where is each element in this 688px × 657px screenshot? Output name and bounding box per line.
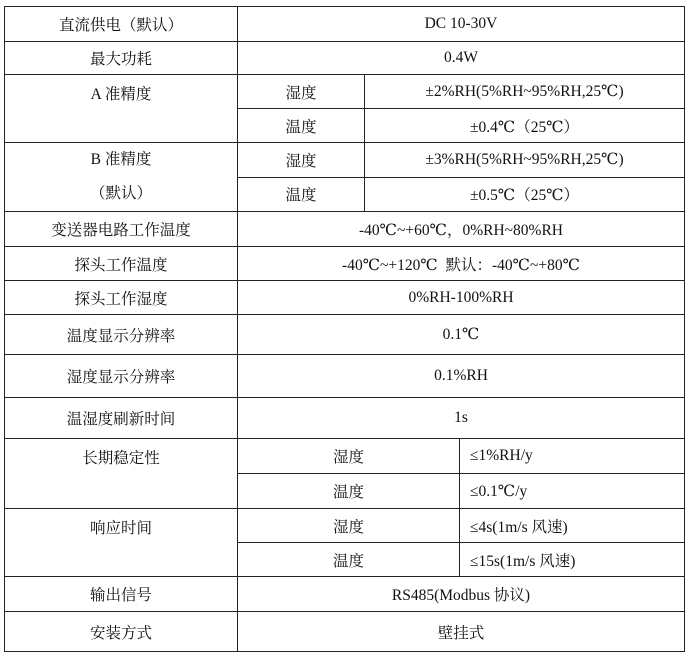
- table-row: [5, 281, 685, 315]
- humidity-resolution-label: 湿度显示分辨率: [5, 355, 238, 398]
- refresh-value: 1s: [238, 398, 685, 439]
- stability-temp-value: ≤0.1℃/y: [460, 474, 685, 509]
- stability-label: 长期稳定性: [5, 439, 238, 509]
- circuit-temp-label: 变送器电路工作温度: [5, 212, 238, 247]
- probe-humidity-label: 探头工作湿度: [5, 281, 238, 315]
- stability-humidity-value: ≤1%RH/y: [460, 439, 685, 474]
- table-row: [5, 612, 685, 652]
- table-row: [5, 439, 685, 474]
- table-row: [5, 75, 685, 109]
- consumption-label: 最大功耗: [5, 42, 238, 75]
- response-temp-value: ≤15s(1m/s 风速): [460, 543, 685, 577]
- spec-table: [4, 6, 685, 652]
- accuracy-b-label-line1: B 准精度: [90, 151, 152, 168]
- humidity-resolution-value: 0.1%RH: [238, 355, 685, 398]
- table-row: [5, 509, 685, 543]
- stability-humidity-label: 湿度: [238, 439, 460, 474]
- accuracy-b-humidity-value: ±3%RH(5%RH~95%RH,25℃): [365, 143, 685, 178]
- accuracy-b-label: [5, 143, 238, 212]
- circuit-temp-value: -40℃~+60℃，0%RH~80%RH: [238, 212, 685, 247]
- power-value: DC 10-30V: [238, 7, 685, 42]
- accuracy-b-temp-label: 温度: [238, 177, 365, 212]
- accuracy-b-temp-value: ±0.5℃（25℃）: [365, 177, 685, 212]
- response-label: 响应时间: [5, 509, 238, 577]
- table-row: [5, 398, 685, 439]
- accuracy-a-humidity-value: ±2%RH(5%RH~95%RH,25℃): [365, 75, 685, 109]
- table-row: [5, 42, 685, 75]
- response-humidity-label: 湿度: [238, 509, 460, 543]
- temp-resolution-value: 0.1℃: [238, 315, 685, 355]
- install-label: 安装方式: [5, 612, 238, 652]
- table-row: [5, 577, 685, 612]
- accuracy-a-label: A 准精度: [5, 75, 238, 143]
- output-value: RS485(Modbus 协议): [238, 577, 685, 612]
- table-row: [5, 143, 685, 178]
- accuracy-b-humidity-label: 湿度: [238, 143, 365, 178]
- probe-temp-label: 探头工作温度: [5, 247, 238, 281]
- accuracy-b-label-line2: （默认）: [89, 185, 152, 202]
- output-label: 输出信号: [5, 577, 238, 612]
- accuracy-a-temp-value: ±0.4℃（25℃）: [365, 109, 685, 143]
- stability-temp-label: 温度: [238, 474, 460, 509]
- accuracy-a-humidity-label: 湿度: [238, 75, 365, 109]
- table-row: [5, 7, 685, 42]
- probe-humidity-value: 0%RH-100%RH: [238, 281, 685, 315]
- install-value: 壁挂式: [238, 612, 685, 652]
- accuracy-a-temp-label: 温度: [238, 109, 365, 143]
- power-label: 直流供电（默认）: [5, 7, 238, 42]
- temp-resolution-label: 温度显示分辨率: [5, 315, 238, 355]
- table-row: [5, 212, 685, 247]
- table-row: [5, 355, 685, 398]
- table-row: [5, 247, 685, 281]
- refresh-label: 温湿度刷新时间: [5, 398, 238, 439]
- response-temp-label: 温度: [238, 543, 460, 577]
- probe-temp-value: -40℃~+120℃ 默认：-40℃~+80℃: [238, 247, 685, 281]
- table-row: [5, 315, 685, 355]
- response-humidity-value: ≤4s(1m/s 风速): [460, 509, 685, 543]
- consumption-value: 0.4W: [238, 42, 685, 75]
